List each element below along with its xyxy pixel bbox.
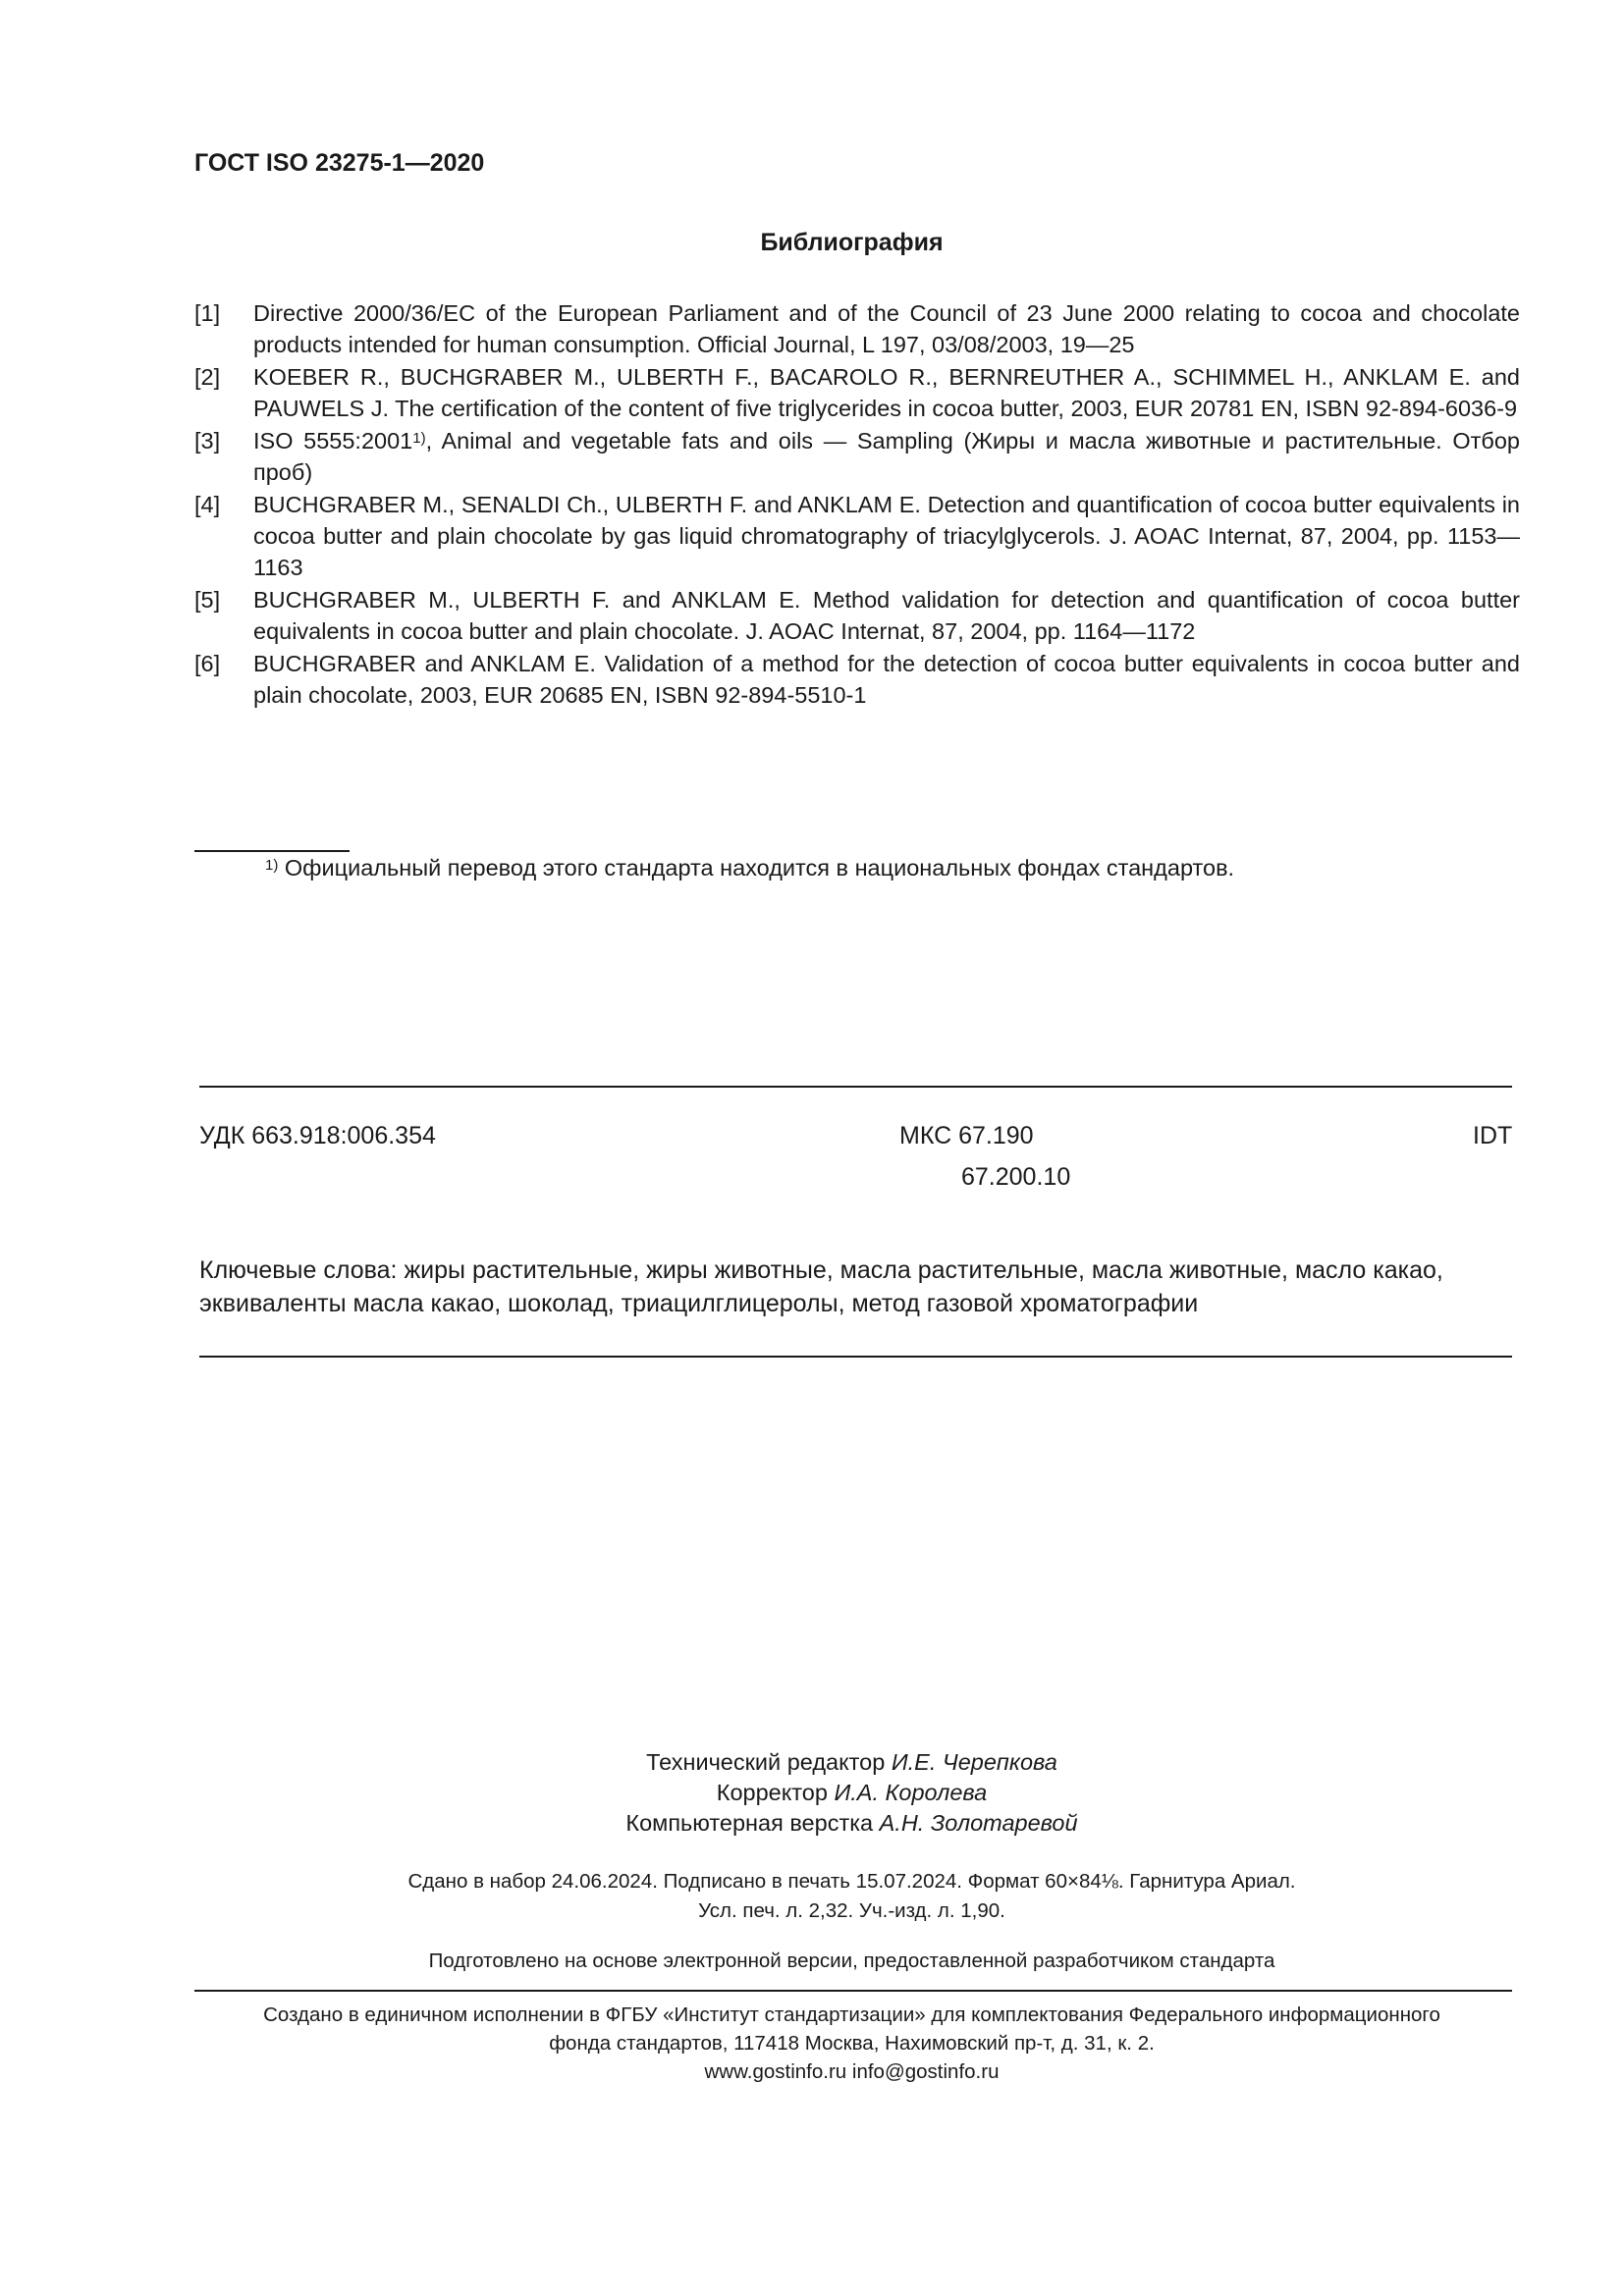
credits-block <box>0 1747 1624 1839</box>
reference-text: BUCHGRABER and ANKLAM E. Validation of a method for the detection of cocoa butter equivalents in cocoa butter and plain chocolate, 2003, EUR 20685 EN, ISBN 92-894-5510-1 <box>253 651 1520 708</box>
mks-code-secondary: 67.200.10 <box>961 1163 1071 1191</box>
publisher-info <box>0 2001 1624 2086</box>
credit-name: И.А. Королева <box>834 1780 988 1805</box>
publisher-rule <box>194 1990 1512 1992</box>
reference-text-start: ISO 5555:2001 <box>253 428 413 454</box>
credit-role: Технический редактор <box>646 1749 886 1775</box>
reference-text: Directive 2000/36/EC of the European Parliament and of the Council of 23 June 2000 relating to cocoa and chocolate products intended for human consumption. Official Journal, L 197, 03/08/2003, 19—25 <box>253 300 1520 357</box>
reference-text-end: , Animal and vegetable fats and oils — Sampling (Жиры и масла животные и растительные. Отбор проб) <box>253 428 1520 485</box>
idt-label: IDT <box>1473 1122 1513 1149</box>
reference-number: [4] <box>194 492 221 517</box>
reference-item <box>194 489 1520 583</box>
reference-number: [6] <box>194 651 221 676</box>
reference-item <box>194 297 1520 360</box>
print-info-line: Сдано в набор 24.06.2024. Подписано в печать 15.07.2024. Формат 60×84⅛. Гарнитура Ариал. <box>407 1870 1296 1893</box>
credit-role: Компьютерная верстка <box>625 1810 874 1836</box>
standard-code: ГОСТ ISO 23275-1—2020 <box>194 149 485 177</box>
print-info <box>0 1867 1624 1926</box>
footnote-text: Официальный перевод этого стандарта находится в национальных фондах стандартов. <box>278 855 1235 881</box>
reference-item <box>194 361 1520 424</box>
reference-item <box>194 648 1520 711</box>
classification-top-rule <box>199 1086 1512 1088</box>
keywords: Ключевые слова: жиры растительные, жиры животные, масла растительные, масла животные, масло какао, эквиваленты масла какао, шоколад, триацилглицеролы, метод газовой хроматографии <box>199 1256 1443 1317</box>
reference-text: BUCHGRABER M., SENALDI Ch., ULBERTH F. and ANKLAM E. Detection and quantification of cocoa butter equivalents in cocoa butter and plain chocolate by gas liquid chromatography of triacylglycerols. J. AOAC Internat, 87, 2004, pp. 1153—1163 <box>253 492 1520 580</box>
reference-item <box>194 584 1520 647</box>
credit-line <box>0 1778 1624 1808</box>
reference-number: [3] <box>194 428 221 454</box>
classification-bottom-rule <box>199 1356 1512 1358</box>
credit-line <box>0 1808 1624 1839</box>
credit-name: А.Н. Золотаревой <box>879 1810 1078 1836</box>
print-info-line: Усл. печ. л. 2,32. Уч.-изд. л. 1,90. <box>698 1899 1005 1922</box>
credit-name: И.Е. Черепкова <box>891 1749 1057 1775</box>
reference-list <box>194 297 1520 712</box>
reference-number: [5] <box>194 587 221 613</box>
reference-text: KOEBER R., BUCHGRABER M., ULBERTH F., BACAROLO R., BERNREUTHER A., SCHIMMEL H., ANKLAM E. and PAUWELS J. The certification of the content of five triglycerides in cocoa butter, 2003, EUR 20781 EN, ISBN 92-894-6036-9 <box>253 364 1520 421</box>
reference-text <box>253 425 1520 488</box>
credit-line <box>0 1747 1624 1778</box>
footnote-marker: 1) <box>412 430 426 447</box>
publisher-line: фонда стандартов, 117418 Москва, Нахимовский пр-т, д. 31, к. 2. <box>549 2032 1155 2055</box>
reference-text: BUCHGRABER M., ULBERTH F. and ANKLAM E. Method validation for detection and quantification of cocoa butter equivalents in cocoa butter and plain chocolate. J. AOAC Internat, 87, 2004, pp. 1164—1172 <box>253 587 1520 644</box>
bibliography-title: Библиография <box>760 229 944 256</box>
footnote <box>265 852 1234 883</box>
reference-item <box>194 425 1520 488</box>
mks-code: МКС 67.190 <box>899 1122 1034 1149</box>
credit-role: Корректор <box>716 1780 828 1805</box>
prepared-note: Подготовлено на основе электронной версии, предоставленной разработчиком стандарта <box>428 1949 1275 1972</box>
reference-number: [2] <box>194 364 221 390</box>
udk-code: УДК 663.918:006.354 <box>199 1122 436 1149</box>
publisher-contacts: www.gostinfo.ru info@gostinfo.ru <box>704 2060 1000 2083</box>
reference-number: [1] <box>194 300 221 326</box>
publisher-line: Создано в единичном исполнении в ФГБУ «Институт стандартизации» для комплектования Федерального информационного <box>263 2003 1440 2026</box>
footnote-marker: 1) <box>265 857 279 874</box>
